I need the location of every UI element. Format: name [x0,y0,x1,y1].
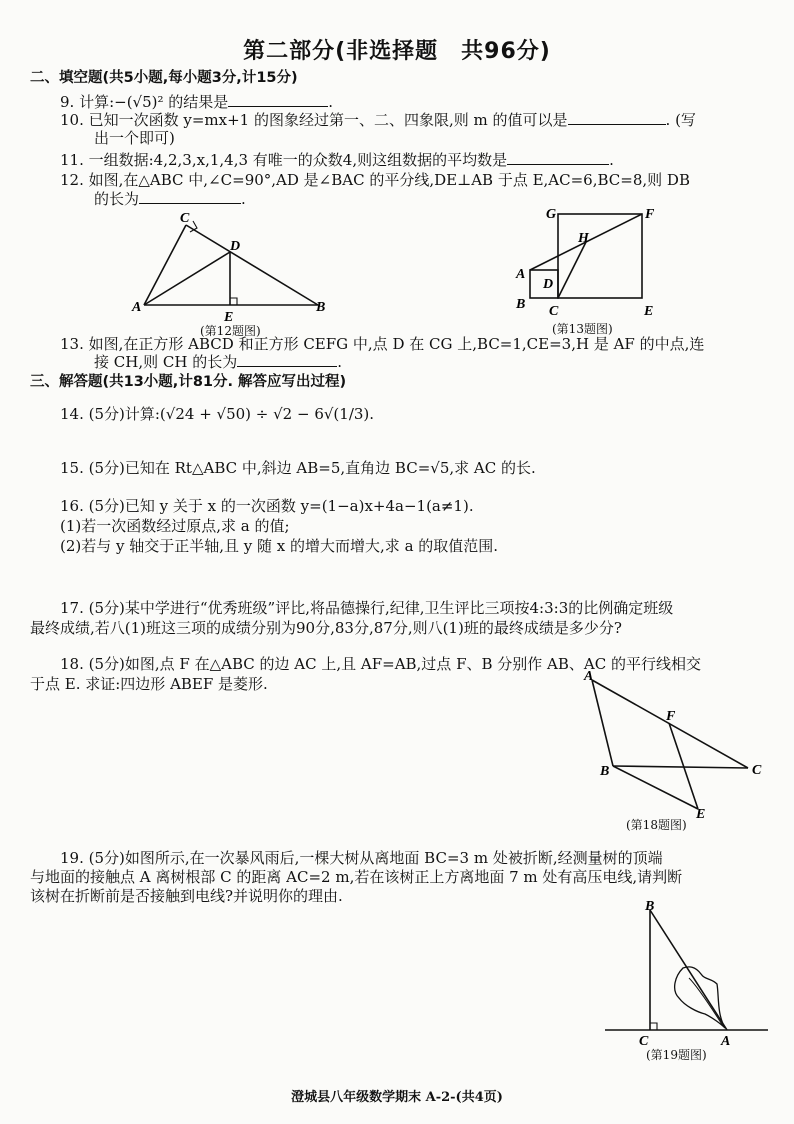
square-cefg [558,214,642,298]
page-title: 第二部分(非选择题 共96分) [243,39,551,64]
segment-cb [186,225,318,305]
label-a: A [584,669,594,684]
label-c: C [549,304,559,319]
label-b: B [516,297,526,312]
segment-ba [650,910,727,1030]
question-19-line2: 与地面的接触点 A 离树根部 C 的距离 AC=2 m,若在该树正上方离地面 7 m 处有高压电线,请判断 [30,868,683,886]
section-heading-solutions: 三、解答题(共13小题,计81分. 解答应写出过程) [30,374,347,390]
segment-ac [144,225,186,305]
label-a: A [516,267,526,282]
label-e: E [644,304,654,319]
label-c: C [180,211,190,226]
segment-ch [558,242,586,298]
figure-18 [580,666,780,826]
question-11: 11. 一组数据:4,2,3,x,1,4,3 有唯一的众数4,则这组数据的平均数是 . [60,151,614,169]
question-18-line2: 于点 E. 求证:四边形 ABEF 是菱形. [30,675,268,693]
question-10-line1: 10. 已知一次函数 y=mx+1 的图象经过第一、二、四象限,则 m 的值可以是 . (写 [60,111,696,129]
question-9: 9. 计算:−(√5)² 的结果是 . [60,93,334,111]
question-16-part1: (1)若一次函数经过原点,求 a 的值; [60,517,290,535]
label-b: B [645,899,655,914]
figure-19 [605,896,770,1066]
label-a: A [721,1034,731,1049]
label-g: G [546,207,557,222]
label-e: E [696,807,706,822]
right-angle-mark-c [650,1023,657,1030]
right-angle-mark-e [230,298,237,305]
label-a: A [132,300,142,315]
answer-blank [139,189,241,204]
label-e: E [224,310,234,325]
question-13-line2: 接 CH,则 CH 的长为 . [94,353,342,371]
question-17-line2: 最终成绩,若八(1)班这三项的成绩分别为90分,83分,87分,则八(1)班的最终成绩是多少分? [30,619,622,637]
figure-13-caption: (第13题图) [552,322,613,336]
question-14: 14. (5分)计算:(√24 + √50) ÷ √2 − 6√(1/3). [60,405,375,423]
question-19-line3: 该树在折断前是否接触到电线?并说明你的理由. [30,887,343,905]
question-13-line1: 13. 如图,在正方形 ABCD 和正方形 CEFG 中,点 D 在 CG 上,BC=1,CE=3,H 是 AF 的中点,连 [60,335,705,353]
label-c: C [752,763,762,778]
figure-19-caption: (第19题图) [646,1048,707,1062]
label-h: H [578,231,589,246]
question-17-line1: 17. (5分)某中学进行“优秀班级”评比,将品德操行,纪律,卫生评比三项按4:3:3的比例确定班级 [60,599,674,617]
label-b: B [316,300,326,315]
segment-bc [613,766,748,768]
question-16-line1: 16. (5分)已知 y 关于 x 的一次函数 y=(1−a)x+4a−1(a≠1). [60,497,474,515]
section-heading-fill-in: 二、填空题(共5小题,每小题3分,计15分) [30,70,298,86]
figure-12 [120,210,340,330]
question-18-line1: 18. (5分)如图,点 F 在△ABC 的边 AC 上,且 AF=AB,过点 F、B 分别作 AB、AC 的平行线相交 [60,655,701,673]
label-f: F [666,709,676,724]
answer-blank [507,150,609,165]
question-19-line1: 19. (5分)如图所示,在一次暴风雨后,一棵大树从离地面 BC=3 m 处被折断,经测量树的顶端 [60,849,663,867]
label-c: C [639,1034,649,1049]
label-b: B [600,764,610,779]
label-d: D [230,239,241,254]
page-footer: 澄城县八年级数学期末 A-2-(共4页) [291,1090,503,1105]
answer-blank [237,352,337,367]
segment-ab [592,680,613,766]
figure-12-caption: (第12题图) [200,324,261,338]
question-10-line2: 出一个即可) [94,129,175,147]
question-12-line2: 的长为 . [94,190,246,208]
figure-13 [505,200,680,330]
answer-blank [568,110,666,125]
segment-ad [144,252,230,305]
question-15: 15. (5分)已知在 Rt△ABC 中,斜边 AB=5,直角边 BC=√5,求 AC 的长. [60,459,536,477]
figure-18-caption: (第18题图) [626,818,687,832]
question-12-line1: 12. 如图,在△ABC 中,∠C=90°,AD 是∠BAC 的平分线,DE⊥AB 于点 E,AC=6,BC=8,则 DB [60,171,690,189]
tree-crown-icon [675,967,725,1028]
label-f: F [645,207,655,222]
question-16-part2: (2)若与 y 轴交于正半轴,且 y 随 x 的增大而增大,求 a 的取值范围. [60,537,499,555]
label-d: D [543,277,554,292]
answer-blank [228,92,328,107]
